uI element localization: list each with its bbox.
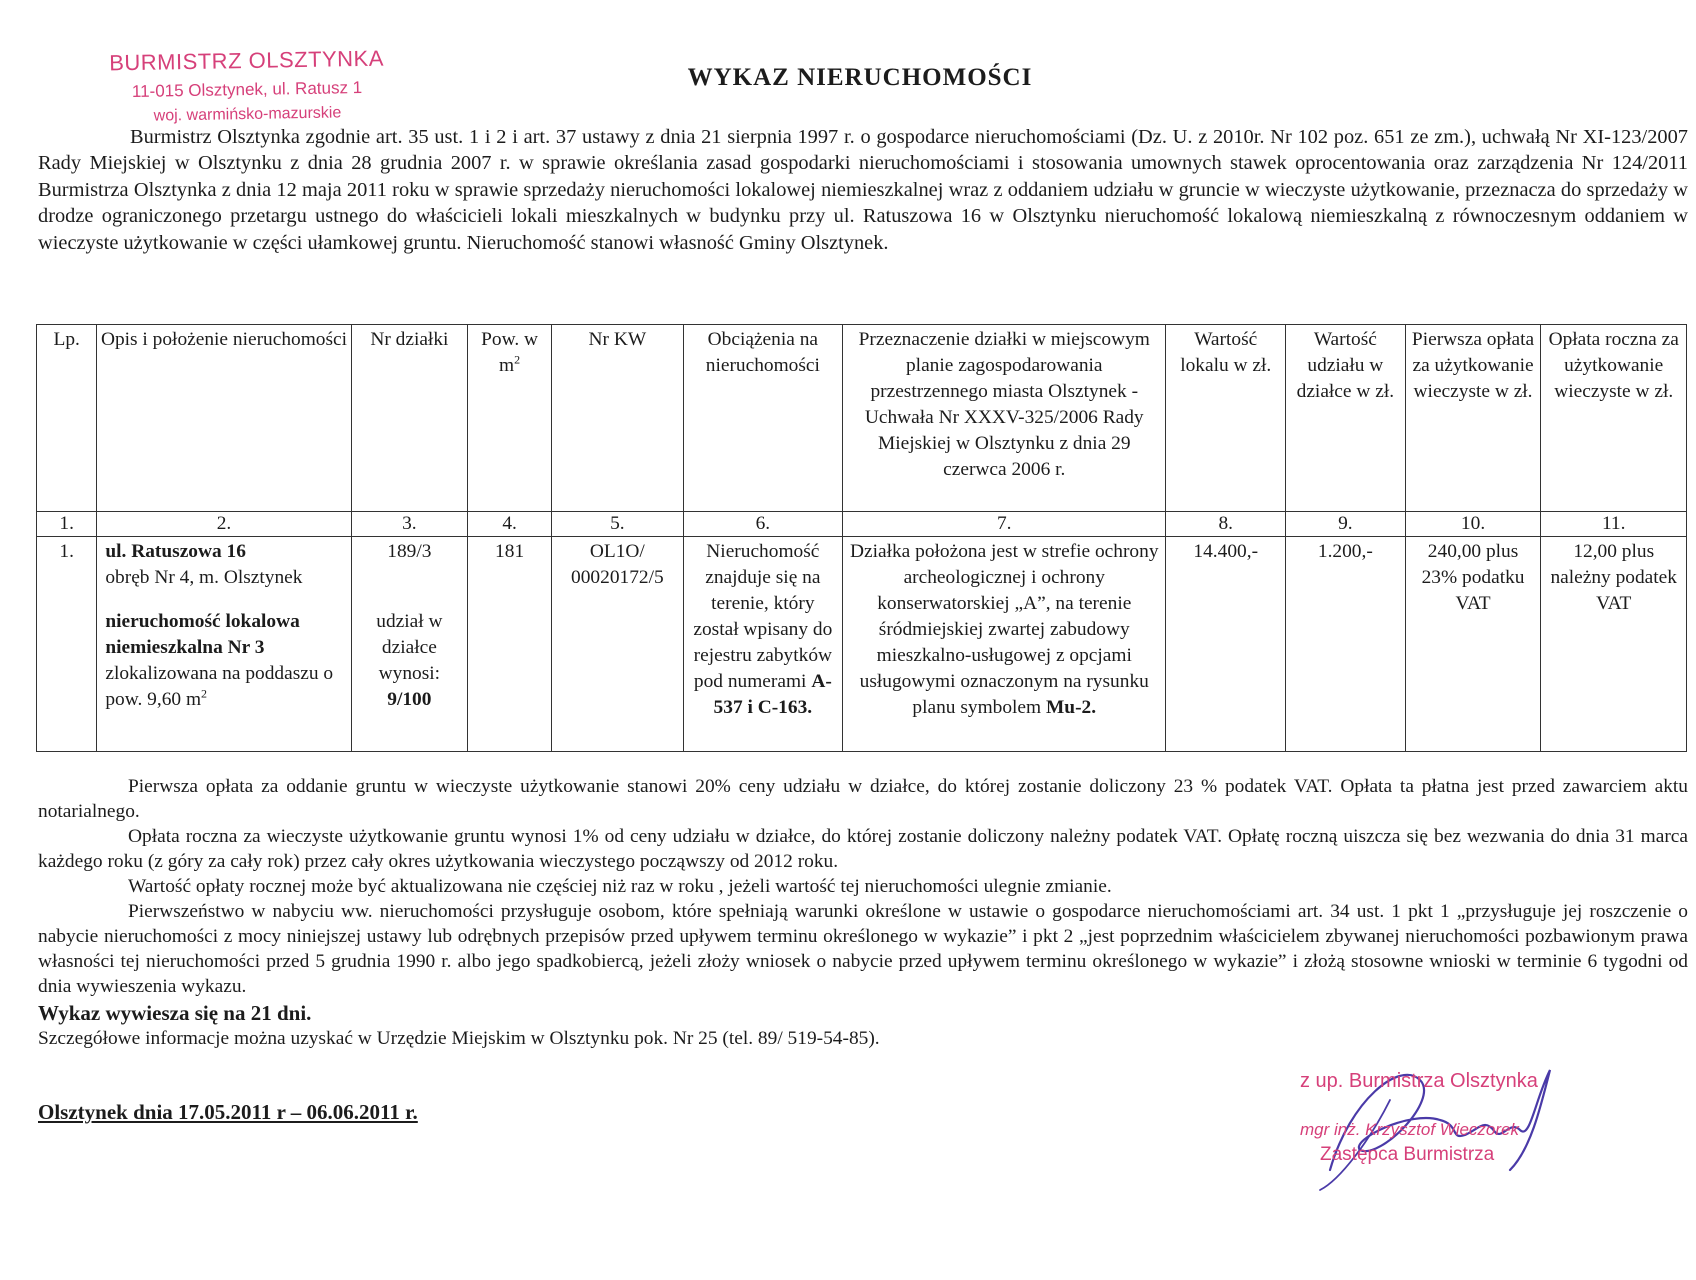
note-annual-fee: Opłata roczna za wieczyste użytkowanie gruntu wynosi 1% od ceny udziału w działce, do której zostanie doliczony należny podatek VAT. Opłatę roczną uiszcza się bez wezwania do dnia 31 marca każdego roku (z góry za cały rok) przez cały okres użytkowania wieczystego począwszy od 2012 roku.: [38, 826, 1688, 872]
col-number: 4.: [468, 512, 552, 537]
header-row: [37, 325, 1687, 512]
udzial-label: udział w działce wynosi:: [376, 611, 443, 684]
col-number: 9.: [1286, 512, 1406, 537]
udzial-value: 9/100: [387, 689, 432, 710]
cell-pierwsza-oplata: 240,00 plus 23% podatku VAT: [1405, 537, 1541, 752]
col-lp: Lp.: [37, 325, 97, 512]
col-number: 8.: [1166, 512, 1286, 537]
street: ul. Ratuszowa 16: [105, 541, 246, 562]
col-pierwsza-oplata: Pierwsza opłata za użytkowanie wieczyste w zł.: [1405, 325, 1541, 512]
stamp-line-1: BURMISTRZ OLSZTYNKA: [108, 45, 385, 76]
col-number: 6.: [683, 512, 843, 537]
col-number: 11.: [1541, 512, 1687, 537]
col-wartosc-lokalu: Wartość lokalu w zł.: [1166, 325, 1286, 512]
note-priority: Pierwszeństwo w nabyciu ww. nieruchomości przysługuje osobom, które spełniają warunki określone w ustawie o gospodarce nieruchomościami art. 34 ust. 1 pkt 1 „przysługuje jej roszczenie o nabycie nieruchomości z mocy niniejszej ustawy lub odrębnych przepisów przed upływem terminu określonego w wykazie” i pkt 2 „jest poprzednim właścicielem zbywanej nieruchomości pozbawionym prawa własności tej nieruchomości przed 5 grudnia 1990 r. albo jego spadkobiercą, jeżeli złoży wniosek o nabycie przed upływem terminu określonego w wykazie” i złożą stosowne wnioski w terminie 6 tygodni od dnia wywieszenia wykazu.: [38, 901, 1688, 997]
obciazenia-text: Nieruchomość znajduje się na terenie, który został wpisany do rejestru zabytków pod numerami: [693, 541, 833, 692]
cell-wartosc-lokalu: 14.400,-: [1166, 537, 1286, 752]
cell-przeznaczenie: [843, 537, 1166, 752]
cell-dzialka: [351, 537, 467, 752]
signature-line-1: z up. Burmistrza Olsztynka: [1300, 1070, 1538, 1092]
cell-wartosc-udzialu: 1.200,-: [1286, 537, 1406, 752]
col-number: 10.: [1405, 512, 1541, 537]
col-wartosc-udzialu: Wartość udziału w działce w zł.: [1286, 325, 1406, 512]
col-oplata-roczna: Opłata roczna za użytkowanie wieczyste w zł.: [1541, 325, 1687, 512]
col-opis: Opis i położenie nieruchomości: [97, 325, 351, 512]
signature-block: [1290, 1040, 1590, 1220]
lokal-name: nieruchomość lokalowa niemieszkalna Nr 3: [105, 611, 300, 658]
table-row: [37, 537, 1687, 752]
stamp-line-2: 11-015 Olsztynek, ul. Ratusz 1: [131, 77, 363, 102]
stamp-line-3: woj. warmińsko-mazurskie: [153, 104, 342, 125]
column-numbers-row: [37, 512, 1687, 537]
office-stamp: [101, 45, 392, 127]
col-number: 3.: [351, 512, 467, 537]
signature-line-3: Zastępca Burmistrza: [1320, 1144, 1495, 1165]
col-kw: Nr KW: [552, 325, 683, 512]
page-title: WYKAZ NIERUCHOMOŚCI: [687, 64, 1033, 91]
intro-paragraph: Burmistrz Olsztynka zgodnie art. 35 ust. 1 i 2 i art. 37 ustawy z dnia 21 sierpnia 1997 r. o gospodarce nieruchomościami (Dz. U. z 2010r. Nr 102 poz. 651 ze zm.), uchwałą Nr XI-123/2007 Rady Miejskiej w Olsztynku z dnia 28 grudnia 2007 r. w sprawie określania zasad gospodarki nieruchomościami i stosowania umownych stawek oprocentowania oraz zarządzenia Nr 124/2011 Burmistrza Olsztynka z dnia 12 maja 2011 roku w sprawie sprzedaży nieruchomości lokalowej niemieszkalnej wraz z oddaniem udziału w gruncie w wieczyste użytkowanie, przeznacza do sprzedaży w drodze ograniczonego przetargu ustnego do właścicieli lokali mieszkalnych w budynku przy ul. Ratuszowa 16 w Olsztynku nieruchomość lokalową niemieszkalną z równoczesnym oddaniem w wieczyste użytkowanie w części ułamkowej gruntu. Nieruchomość stanowi własność Gminy Olsztynek.: [38, 126, 1688, 254]
col-pow: [468, 325, 552, 512]
dzialka-number: 189/3: [387, 541, 432, 562]
col-pow-sup: 2: [514, 352, 521, 367]
signature-line-2: mgr inż. Krzysztof Wieczorek: [1300, 1120, 1519, 1139]
cell-obciazenia: [683, 537, 843, 752]
date-footer: Olsztynek dnia 17.05.2011 r – 06.06.2011 r.: [38, 1100, 418, 1124]
cell-kw: OL1O/ 00020172/5: [552, 537, 683, 752]
cell-opis: [97, 537, 351, 752]
cell-lp: 1.: [37, 537, 97, 752]
lokal-location: zlokalizowana na poddaszu o pow. 9,60 $m^2$: [105, 663, 334, 710]
note-display-period: Wykaz wywiesza się na 21 dni.: [38, 1001, 312, 1025]
przeznaczenie-symbol: Mu-2.: [1045, 697, 1097, 718]
cell-oplata-roczna: 12,00 plus należny podatek VAT: [1541, 537, 1687, 752]
col-number: 5.: [552, 512, 683, 537]
note-contact-info: Szczegółowe informacje można uzyskać w Urzędzie Miejskim w Olsztynku pok. Nr 25 (tel. 89/ 519-54-85).: [38, 1028, 880, 1049]
note-fee-update: Wartość opłaty rocznej może być aktualizowana nie częściej niż raz w roku , jeżeli wartość tej nieruchomości ulegnie zmianie.: [128, 876, 1112, 897]
note-first-fee: Pierwsza opłata za oddanie gruntu w wieczyste użytkowanie stanowi 20% ceny udziału w działce, do której zostanie doliczony 23 % podatek VAT. Opłata ta płatna jest przed zawarciem aktu notarialnego.: [38, 776, 1688, 822]
col-number: 1.: [37, 512, 97, 537]
property-table: [36, 324, 1687, 752]
col-przeznaczenie: Przeznaczenie działki w miejscowym planie zagospodarowania przestrzennego miasta Olsztynek - Uchwała Nr XXXV-325/2006 Rady Miejskiej w Olsztynku z dnia 29 czerwca 2006 r.: [843, 325, 1166, 512]
przeznaczenie-text: Działka położona jest w strefie ochrony archeologicznej i ochrony konserwatorskiej „A”, na terenie śródmiejskiej zwartej zabudowy mieszkalno-usługowej z opcjami usługowymi oznaczonym na rysunku planu symbolem: [849, 541, 1159, 718]
col-obciazenia: Obciążenia na nieruchomości: [683, 325, 843, 512]
col-pow-label: Pow. w m: [481, 329, 539, 376]
cell-pow: 181: [468, 537, 552, 752]
col-number: 2.: [97, 512, 351, 537]
col-number: 7.: [843, 512, 1166, 537]
col-dzialki: Nr działki: [351, 325, 467, 512]
obreb: obręb Nr 4, m. Olsztynek: [105, 567, 303, 588]
notes-section: [38, 774, 1688, 1051]
obciazenia-numbers: A-537 i C-163.: [713, 671, 832, 718]
